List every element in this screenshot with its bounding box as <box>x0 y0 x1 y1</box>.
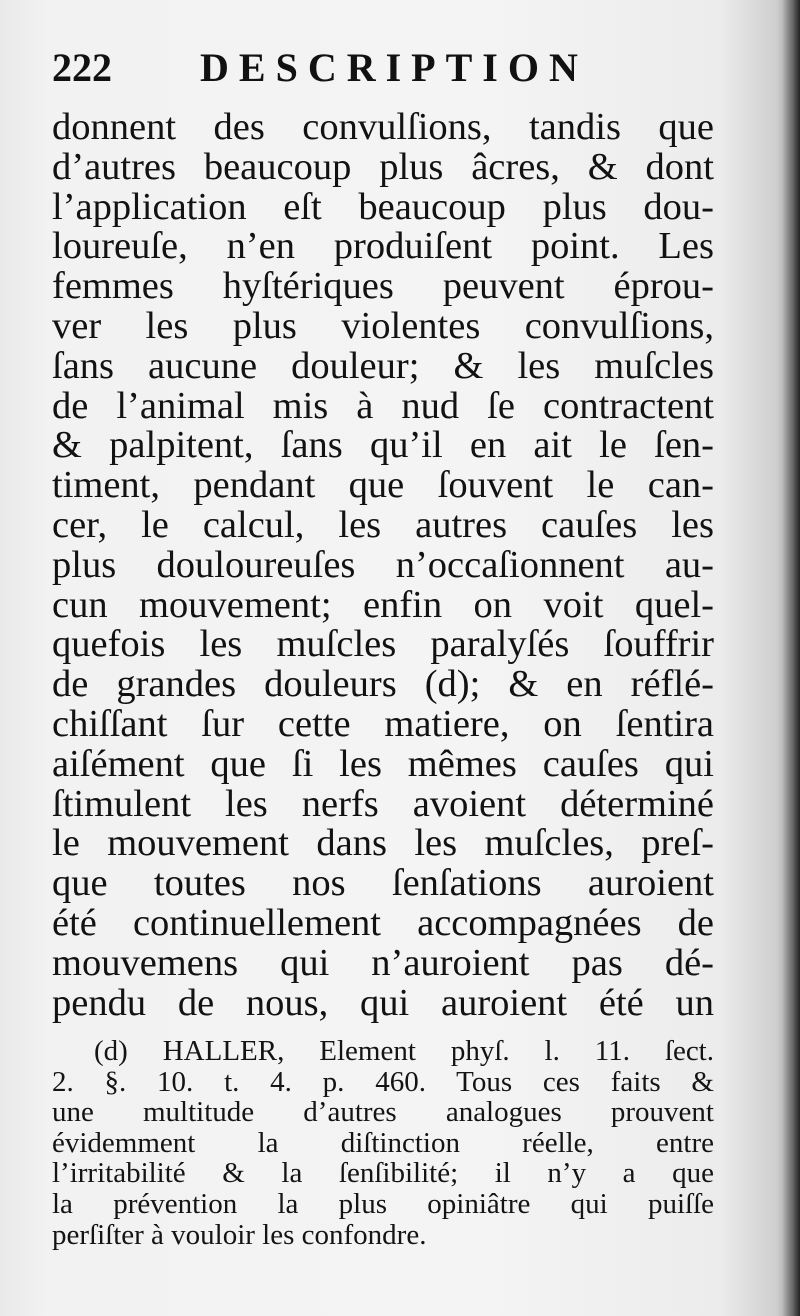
text-line: cer, le calcul, les autres cauſes les <box>52 503 714 546</box>
text-line: donnent des convulſions, tandis que <box>52 106 714 148</box>
footnote-line: une multitude d’autres analogues prouvent <box>52 1096 714 1129</box>
text-line: & palpitent, ſans qu’il en ait le ſen- <box>52 424 714 467</box>
text-line: ver les plus violentes convulſions, <box>52 304 714 347</box>
text-line: que toutes nos ſenſations auroient <box>52 862 714 905</box>
text-line: de grandes douleurs (d); & en réflé- <box>52 663 714 706</box>
text-line: mouvemens qui n’auroient pas dé- <box>52 941 714 984</box>
text-line: chiſſant ſur cette matiere, on ſentira <box>52 702 714 745</box>
footnote-line: l’irritabilité & la ſenſibilité; il n’y a que <box>52 1157 714 1190</box>
footnote-line: 2. §. 10. t. 4. p. 460. Tous ces faits & <box>52 1065 714 1098</box>
footnote <box>52 1036 714 1250</box>
text-line: été continuellement accompagnées de <box>52 901 714 944</box>
text-line: ſans aucune douleur; & les muſcles <box>52 344 714 387</box>
text-line: femmes hyſtériques peuvent éprou- <box>52 265 714 308</box>
text-line: le mouvement dans les muſcles, preſ- <box>52 822 714 865</box>
text-line: aiſément que ſi les mêmes cauſes qui <box>52 742 714 785</box>
footnote-line: évidemment la diſtinction réelle, entre <box>52 1126 714 1159</box>
text-line: plus douloureuſes n’occaſionnent au- <box>52 543 714 586</box>
text-line: quefois les muſcles paralyſés ſouffrir <box>52 623 714 666</box>
main-text <box>52 108 714 1023</box>
text-line: pendu de nous, qui auroient été un <box>52 981 714 1024</box>
text-line: d’autres beaucoup plus âcres, & dont <box>52 145 714 188</box>
page-edge-shadow <box>782 0 800 1316</box>
footnote-line: la prévention la plus opiniâtre qui puiſſe <box>52 1187 714 1220</box>
text-line: cun mouvement; enfin on voit quel- <box>52 583 714 626</box>
text-line: l’application eſt beaucoup plus dou- <box>52 185 714 228</box>
text-line: loureuſe, n’en produiſent point. Les <box>52 225 714 268</box>
running-head: DESCRIPTION <box>200 45 588 90</box>
text-line: timent, pendant que ſouvent le can- <box>52 464 714 507</box>
text-line: de l’animal mis à nud ſe contractent <box>52 384 714 427</box>
footnote-line: perſiſter à vouloir les confondre. <box>52 1218 427 1251</box>
text-line: ſtimulent les nerfs avoient déterminé <box>52 782 714 825</box>
page-header <box>52 44 612 94</box>
footnote-line: (d) HALLER, Element phyſ. l. 11. ſect. <box>94 1035 714 1067</box>
page-number: 222 <box>52 45 112 90</box>
